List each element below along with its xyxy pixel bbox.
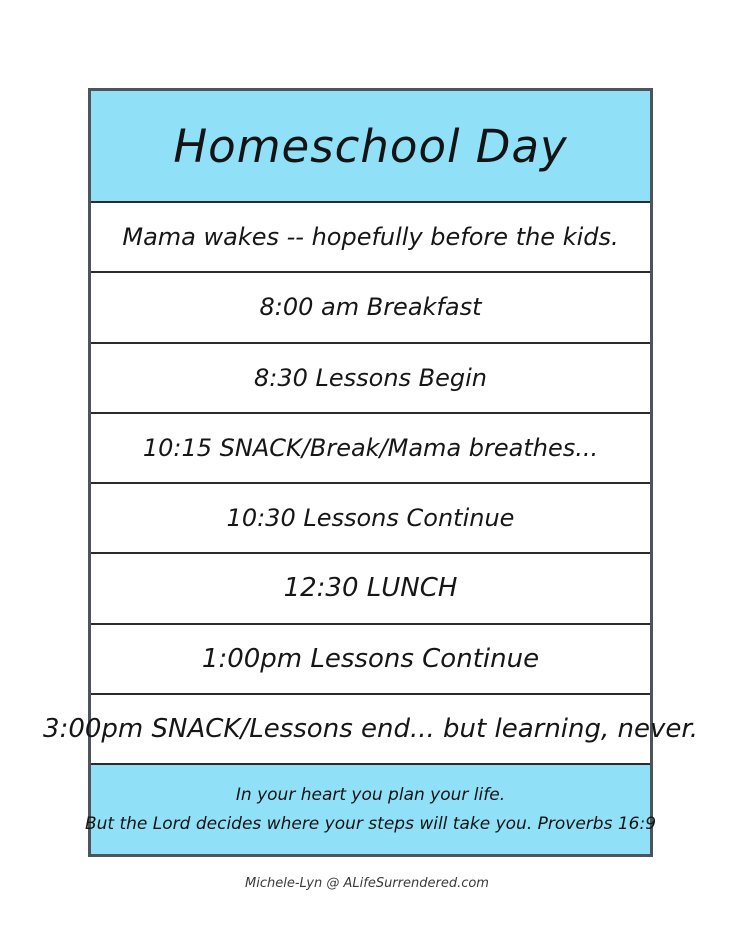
page-title: Homeschool Day xyxy=(173,119,568,173)
schedule-table xyxy=(43,88,698,857)
credit-line: Michele-Lyn @ ALifeSurrendered.com xyxy=(245,876,489,891)
schedule-row-snack-break: 10:15 SNACK/Break/Mama breathes... xyxy=(91,414,650,484)
schedule-rows xyxy=(43,203,698,765)
verse-footer xyxy=(84,765,657,854)
schedule-row-lessons-continue-am: 10:30 Lessons Continue xyxy=(91,484,650,554)
schedule-row-breakfast: 8:00 am Breakfast xyxy=(91,273,650,343)
schedule-row-wake: Mama wakes -- hopefully before the kids. xyxy=(91,203,650,273)
verse-line-1: In your heart you plan your life. xyxy=(235,785,506,805)
schedule-row-lessons-begin: 8:30 Lessons Begin xyxy=(91,344,650,414)
schedule-row-lunch: 12:30 LUNCH xyxy=(91,554,650,624)
schedule-row-lessons-continue-pm: 1:00pm Lessons Continue xyxy=(91,625,650,695)
schedule-header xyxy=(91,91,650,203)
verse-line-2: But the Lord decides where your steps will take you. Proverbs 16:9 xyxy=(84,814,657,834)
schedule-row-snack-end: 3:00pm SNACK/Lessons end... but learning, never. xyxy=(91,695,650,765)
